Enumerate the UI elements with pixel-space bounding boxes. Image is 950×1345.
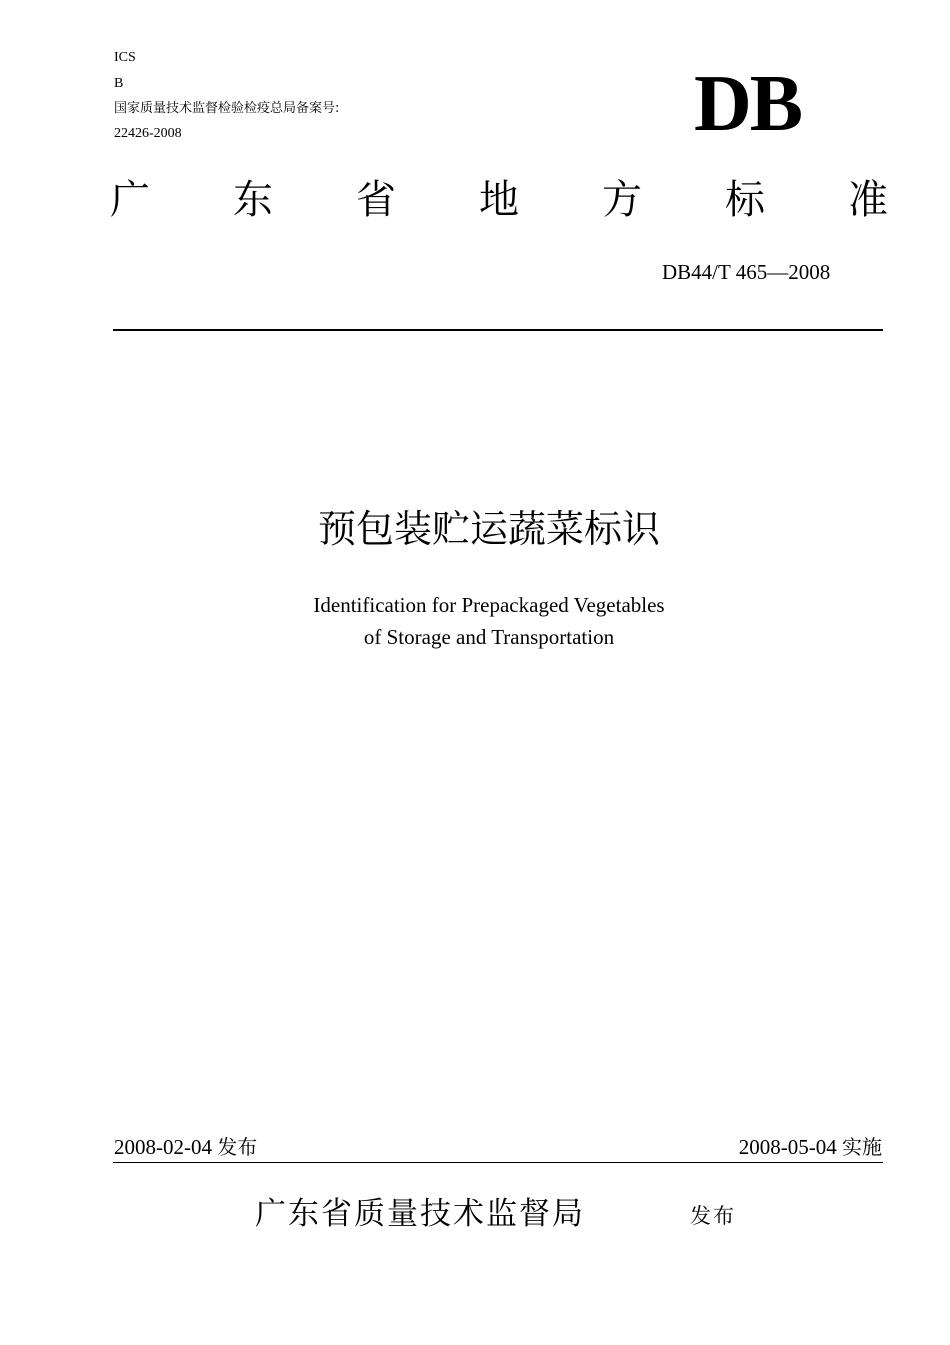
issue-date: 2008-02-04 <box>114 1135 212 1159</box>
issue-date-line <box>114 1134 257 1160</box>
standard-type-char: 准 <box>848 177 888 223</box>
title-english-line2: of Storage and Transportation <box>363 625 615 649</box>
publisher-name: 广东省质量技术监督局 <box>255 1196 585 1232</box>
classification-code: B <box>114 76 124 91</box>
standard-type-char: 广 <box>110 177 150 223</box>
publish-label: 发布 <box>690 1204 736 1228</box>
standard-type-heading <box>110 170 888 230</box>
top-divider <box>113 329 883 331</box>
standard-type-char: 东 <box>233 177 273 223</box>
standard-type-char: 方 <box>602 177 642 223</box>
bottom-divider <box>113 1162 883 1163</box>
title-english-line1: Identification for Prepackaged Vegetables <box>313 593 665 617</box>
implement-date-line <box>739 1134 882 1160</box>
db-logo: DB <box>694 60 802 148</box>
record-label: 国家质量技术监督检验检疫总局备案号: <box>114 101 340 116</box>
title-chinese: 预包装贮运蔬菜标识 <box>317 507 660 551</box>
standard-type-char: 标 <box>725 177 765 223</box>
standard-type-char: 地 <box>479 177 519 223</box>
implement-date: 2008-05-04 <box>738 1135 837 1159</box>
standard-number: DB44/T 465—2008 <box>662 260 831 284</box>
issue-label: 发布 <box>217 1135 258 1159</box>
standard-type-char: 省 <box>356 177 396 223</box>
ics-label: ICS <box>114 50 136 65</box>
implement-label: 实施 <box>842 1135 882 1159</box>
record-number: 22426-2008 <box>114 126 182 141</box>
